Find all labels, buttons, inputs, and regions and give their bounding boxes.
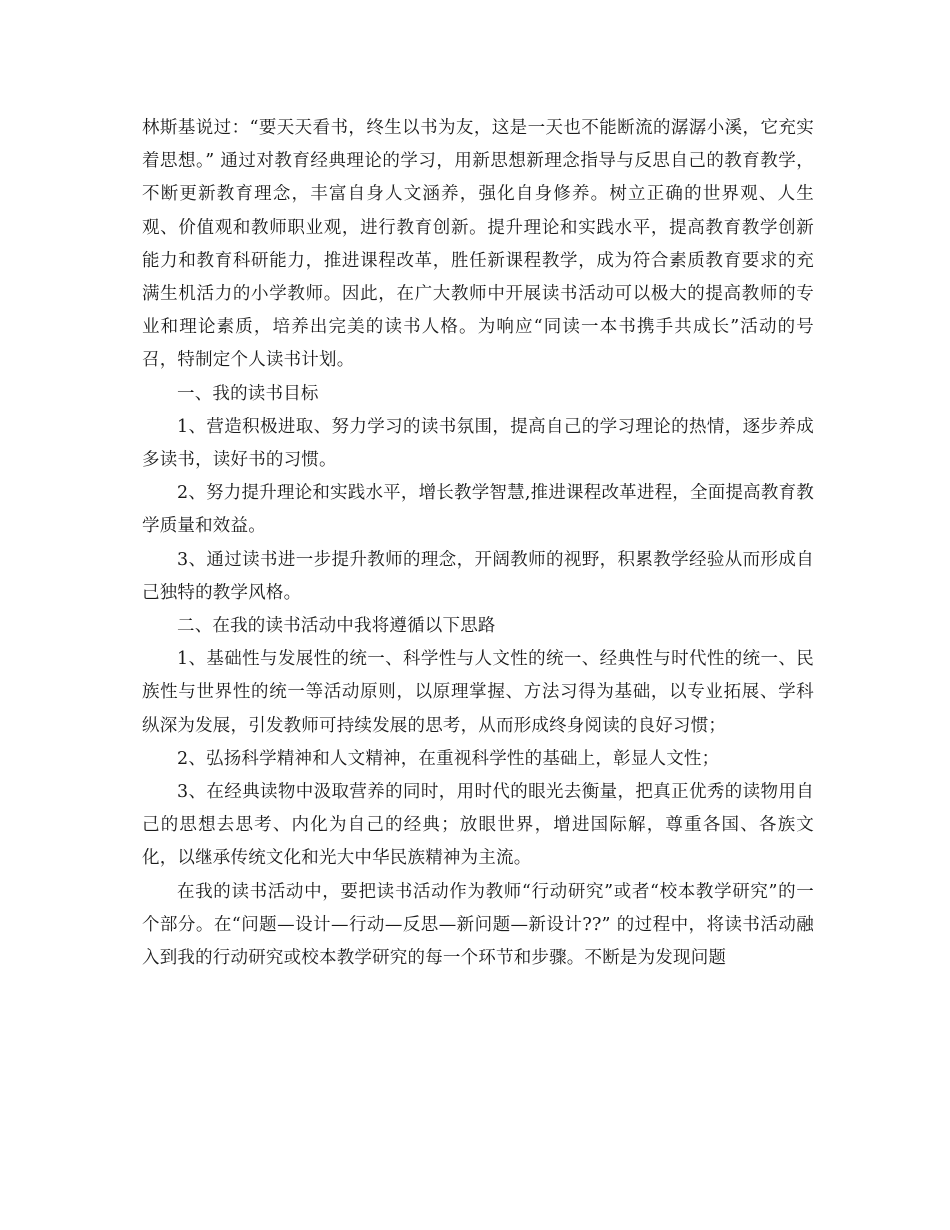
closing-paragraph: 在我的读书活动中，要把读书活动作为教师“行动研究”或者“校本教学研究”的一个部分。在“问题—设计—行动—反思—新问题—新设计??” 的过程中，将读书活动融入到我的行动研究或校本教学研究的每一个环节和步骤。不断是为发现问题: [142, 881, 814, 969]
document-page: [142, 112, 814, 975]
approach-item-2: 2、弘扬科学精神和人文精神，在重视科学性的基础上，彰显人文性；: [177, 748, 720, 769]
goal-item-1: 1、营造积极进取、努力学习的读书氛围，提高自己的学习理论的热情，逐步养成多读书，读好书的习惯。: [142, 416, 814, 471]
intro-paragraph: 林斯基说过：“要天天看书，终生以书为友，这是一天也不能断流的潺潺小溪，它充实着思想。” 通过对教育经典理论的学习，用新思想新理念指导与反思自己的教育教学，不断更新教育理念，丰富自身人文涵养，强化自身修养。树立正确的世界观、人生观、价值观和教师职业观，进行教育创新。提升理论和实践水平，提高教育教学创新能力和教育科研能力，推进课程改革，胜任新课程教学，成为符合素质教育要求的充满生机活力的小学教师。因此，在广大教师中开展读书活动可以极大的提高教师的专业和理论素质，培养出完美的读书人格。为响应“同读一本书携手共成长”活动的号召，特制定个人读书计划。: [142, 118, 814, 371]
goal-item-3: 3、通过读书进一步提升教师的理念，开阔教师的视野，积累教学经验从而形成自己独特的教学风格。: [142, 549, 814, 603]
section-heading-approach: 二、在我的读书活动中我将遵循以下思路: [177, 616, 496, 637]
approach-item-3: 3、在经典读物中汲取营养的同时，用时代的眼光去衡量，把真正优秀的读物用自己的思想去思考、内化为自己的经典；放眼世界，增进国际解，尊重各国、各族文化，以继承传统文化和光大中华民族精神为主流。: [142, 782, 814, 869]
goal-item-2: 2、努力提升理论和实践水平，增长教学智慧,推进课程改革进程，全面提高教育教学质量和效益。: [142, 483, 814, 537]
section-heading-reading-goals: 一、我的读书目标: [177, 383, 319, 404]
approach-item-1: 1、基础性与发展性的统一、科学性与人文性的统一、经典性与时代性的统一、民族性与世界性的统一等活动原则，以原理掌握、方法习得为基础，以专业拓展、学科纵深为发展，引发教师可持续发展的思考，从而形成终身阅读的良好习惯；: [142, 649, 814, 736]
